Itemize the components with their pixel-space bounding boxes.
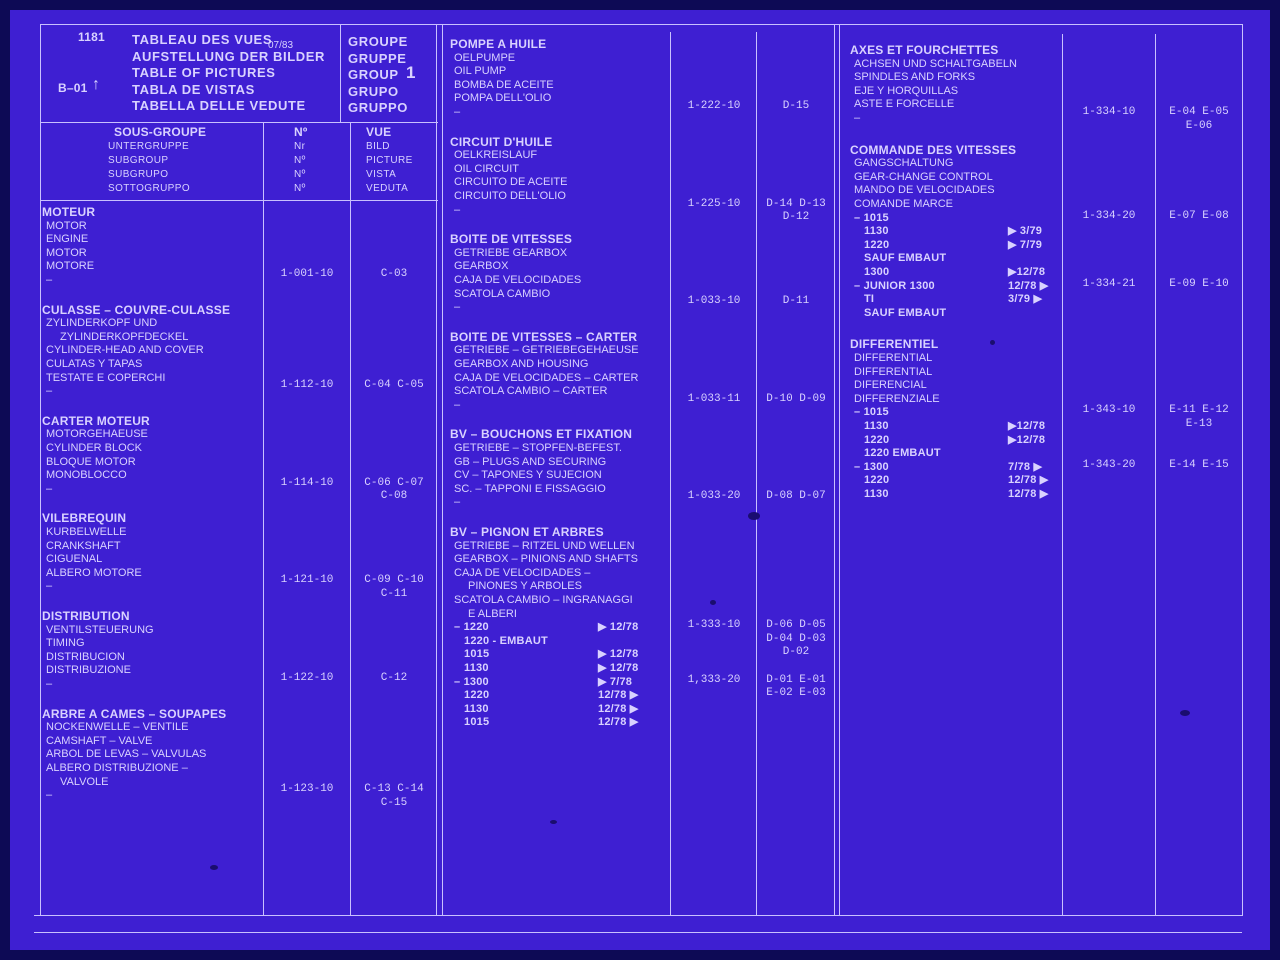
section-line: MOTORGEHAEUSE [46, 428, 148, 441]
section-line: – [454, 398, 461, 411]
col2-no-line [670, 32, 671, 915]
section-line: DIFERENCIAL [854, 379, 927, 392]
variant-label: 1015 [464, 648, 490, 661]
view-ref: C-06 C-07 [364, 476, 424, 489]
variant-date: ▶ 7/79 [1008, 238, 1043, 251]
frame-bottom [34, 915, 1242, 916]
section-line: KURBELWELLE [46, 526, 127, 538]
stain [990, 340, 995, 345]
part-number: 1-033-20 [687, 490, 741, 503]
section-line: GETRIEBE – STOPFEN-BEFEST. [454, 442, 622, 454]
variant-label: SAUF EMBAUT [864, 252, 947, 265]
section-line: – [454, 106, 461, 118]
variant-date: 12/78 ▶ [1008, 474, 1049, 487]
section-line: GEARBOX AND HOUSING [454, 358, 589, 370]
section-heading: COMMANDE DES VITESSES [850, 142, 1017, 157]
section-line: CAJA DE VELOCIDADES [454, 274, 582, 286]
sheet-code: 1181 [78, 30, 105, 44]
group-label: GRUPO [348, 83, 399, 99]
view-ref: C-12 [380, 672, 408, 684]
section-line: – [46, 274, 53, 286]
section-line: BLOQUE MOTOR [46, 455, 136, 468]
part-number: 1-334-20 [1082, 209, 1136, 222]
part-number: 1-001-10 [280, 268, 334, 280]
section-line: SCATOLA CAMBIO [454, 287, 551, 300]
section-heading: BOITE DE VITESSES [450, 232, 573, 247]
section-line: CRANKSHAFT [46, 539, 121, 552]
view-ref: D-04 D-03 [766, 632, 826, 645]
section-heading: BOITE DE VITESSES – CARTER [450, 329, 638, 344]
section-line: MANDO DE VELOCIDADES [854, 184, 995, 197]
section-line: ALBERO MOTORE [46, 566, 142, 579]
section-line: CAMSHAFT – VALVE [46, 734, 153, 747]
section-line: CYLINDER BLOCK [46, 442, 142, 454]
section-line: – [854, 112, 861, 124]
view-label: BILD [366, 141, 390, 152]
section-line: CV – TAPONES Y SUJECION [454, 469, 602, 482]
view-ref: D-10 D-09 [766, 392, 826, 405]
section-line: – [454, 496, 461, 509]
view-ref: C-04 C-05 [364, 379, 424, 392]
view-ref: E-09 E-10 [1169, 277, 1229, 290]
section-line: POMPA DELL'OLIO [454, 92, 552, 105]
section-line: DIFFERENZIALE [854, 392, 940, 405]
section-line: DISTRIBUCION [46, 650, 125, 663]
section-line: GB – PLUGS AND SECURING [454, 455, 607, 468]
section-line: DISTRIBUZIONE [46, 664, 131, 677]
view-label: VUE [366, 125, 392, 139]
section-heading: DISTRIBUTION [42, 609, 130, 623]
variant-label: 1130 [864, 420, 889, 432]
section-line: OIL CIRCUIT [454, 162, 519, 175]
section-heading: CULASSE – COUVRE-CULASSE [42, 302, 231, 317]
section-line: – [46, 580, 53, 593]
section-heading: CARTER MOTEUR [42, 413, 150, 428]
variant-date: 3/79 ▶ [1008, 293, 1043, 306]
view-ref: D-02 [782, 646, 810, 659]
view-ref: C-08 [380, 490, 408, 503]
section-line: CIRCUITO DELL'OLIO [454, 190, 566, 202]
variant-date: 12/78 ▶ [598, 689, 639, 702]
part-number: 1-225-10 [687, 197, 741, 210]
section-line: ZYLINDERKOPFDECKEL [60, 330, 189, 343]
section-line: – [46, 482, 53, 495]
variant-date: ▶ 12/78 [598, 662, 639, 674]
col2-left-line [442, 24, 443, 915]
variant-date: ▶ 7/78 [598, 675, 633, 688]
frame-bottom-2 [34, 932, 1242, 933]
view-label: PICTURE [366, 155, 413, 166]
title-line: TABLE OF PICTURES [132, 65, 276, 80]
sheet-ref: B–01 [58, 81, 88, 95]
variant-label: 1130 [864, 225, 889, 238]
section-line: OELPUMPE [454, 51, 516, 64]
variant-label: SAUF EMBAUT [864, 306, 947, 319]
part-number: 1-333-10 [687, 619, 741, 632]
variant-date: ▶12/78 [1008, 266, 1046, 278]
pointer-arrow-icon: ↑ [92, 76, 101, 93]
variant-label: – 1015 [854, 406, 889, 419]
section-line: MOTOR [46, 246, 87, 259]
frame-left [40, 24, 41, 916]
section-line: DIFFERENTIAL [854, 352, 933, 364]
part-number: 1-112-10 [280, 379, 334, 392]
section-line: GETRIEBE – RITZEL UND WELLEN [454, 539, 635, 552]
section-line: E ALBERI [468, 607, 517, 620]
section-line: GEARBOX [454, 260, 509, 273]
part-number: 1-343-10 [1082, 404, 1136, 417]
section-line: PINONES Y ARBOLES [468, 580, 582, 593]
variant-label: 1300 [864, 266, 890, 278]
group-label: GRUPPE [348, 50, 407, 66]
section-line: CYLINDER-HEAD AND COVER [46, 344, 204, 357]
variant-date: ▶12/78 [1008, 420, 1046, 432]
section-line: ACHSEN UND SCHALTGABELN [854, 57, 1017, 70]
section-line: – [454, 203, 461, 216]
stain [210, 865, 218, 870]
section-line: ENGINE [46, 233, 89, 246]
section-heading: MOTEUR [42, 205, 96, 219]
view-label: VISTA [366, 169, 397, 180]
number-label: Nº [294, 183, 306, 194]
number-label: Nr [294, 141, 306, 152]
subgroup-label: SUBGRUPO [108, 169, 169, 180]
section-line: ZYLINDERKOPF UND [46, 317, 158, 330]
col1-right-line [436, 24, 437, 915]
view-ref: C-15 [380, 796, 408, 809]
col2-vue-line [756, 32, 757, 915]
view-ref: D-12 [782, 211, 810, 224]
view-ref: E-13 [1185, 418, 1213, 430]
col3-vue-line [1155, 34, 1156, 915]
view-ref: D-15 [782, 100, 810, 112]
view-ref: E-06 [1185, 119, 1213, 132]
variant-label: 1220 EMBAUT [864, 447, 941, 460]
section-line: – [454, 301, 461, 314]
title-line: TABLEAU DES VUES [132, 32, 273, 47]
section-line: GETRIEBE GEARBOX [454, 246, 568, 259]
section-line: ALBERO DISTRIBUZIONE – [46, 762, 188, 774]
variant-label: – 1015 [854, 211, 889, 224]
section-heading: DIFFERENTIEL [850, 337, 939, 352]
variant-label: 1220 [864, 433, 890, 446]
variant-label: 1130 [464, 662, 489, 674]
variant-date: 12/78 ▶ [1008, 279, 1049, 292]
view-ref: E-02 E-03 [766, 687, 826, 700]
variant-date: 12/78 ▶ [1008, 488, 1049, 500]
part-number: 1-343-20 [1082, 458, 1136, 471]
view-ref: E-11 E-12 [1169, 404, 1229, 417]
view-ref: E-14 E-15 [1169, 458, 1229, 471]
view-ref: D-06 D-05 [766, 619, 826, 632]
variant-label: 1220 [464, 689, 490, 702]
section-line: ASTE E FORCELLE [854, 98, 955, 111]
frame-right [1242, 24, 1243, 916]
variant-label: TI [864, 293, 875, 306]
section-line: OELKREISLAUF [454, 149, 538, 162]
section-line: – [46, 678, 53, 690]
section-line: GEAR-CHANGE CONTROL [854, 170, 993, 183]
number-label: Nº [294, 155, 306, 166]
group-label: GROUP [348, 67, 399, 82]
col3-no-line [1062, 34, 1063, 915]
view-ref: D-01 E-01 [766, 673, 826, 686]
title-line: TABELLA DELLE VEDUTE [132, 98, 306, 113]
section-line: – [46, 789, 53, 802]
stain [1180, 710, 1190, 716]
variant-label: 1015 [464, 716, 490, 729]
stain [550, 820, 557, 824]
view-ref: C-09 C-10 [364, 574, 424, 587]
section-line: TESTATE E COPERCHI [46, 371, 166, 384]
section-line: OIL PUMP [454, 65, 507, 78]
part-number: 1-222-10 [687, 100, 741, 112]
part-number: 1,333-20 [687, 673, 741, 686]
view-ref: C-13 C-14 [364, 783, 424, 796]
section-line: MOTORE [46, 260, 95, 273]
variant-date: 12/78 ▶ [598, 716, 639, 729]
variant-date: 12/78 ▶ [598, 702, 639, 715]
variant-label: 1220 [864, 474, 890, 487]
part-number: 1-033-10 [687, 295, 741, 308]
view-ref: D-08 D-07 [766, 490, 826, 503]
section-heading: CIRCUIT D'HUILE [450, 134, 553, 149]
variant-date: ▶ 12/78 [598, 648, 639, 661]
section-heading: BV – BOUCHONS ET FIXATION [450, 427, 633, 442]
stain [748, 512, 760, 520]
section-heading: POMPE A HUILE [450, 37, 547, 51]
section-heading: VILEBREQUIN [42, 511, 127, 526]
variant-label: – 1300 [854, 460, 889, 473]
variant-date: ▶ 3/79 [1008, 225, 1043, 238]
section-line: CAJA DE VELOCIDADES – [454, 566, 591, 579]
section-line: SCATOLA CAMBIO – INGRANAGGI [454, 594, 633, 606]
section-line: VALVOLE [60, 775, 109, 788]
variant-date: 7/78 ▶ [1008, 460, 1043, 473]
section-line: ARBOL DE LEVAS – VALVULAS [46, 748, 207, 761]
section-line: SCATOLA CAMBIO – CARTER [454, 385, 608, 398]
subheader-divider [40, 200, 438, 201]
section-heading: AXES ET FOURCHETTES [850, 43, 999, 57]
header-divider [40, 122, 438, 123]
section-line: COMANDE MARCE [854, 198, 954, 210]
col3-left-line [839, 24, 840, 915]
part-number: 1-334-10 [1082, 106, 1136, 118]
group-label: GROUPE [348, 34, 408, 49]
header-col-line [340, 24, 341, 122]
section-line: CIGUENAL [46, 553, 103, 566]
subgroup-label: SUBGROUP [108, 155, 169, 166]
subgroup-label: UNTERGRUPPE [108, 141, 190, 152]
variant-label: – JUNIOR 1300 [854, 279, 935, 292]
view-ref: E-04 E-05 [1169, 106, 1229, 118]
section-line: CIRCUITO DE ACEITE [454, 176, 568, 189]
variant-date: ▶ 12/78 [598, 621, 639, 634]
section-line: MONOBLOCCO [46, 469, 127, 482]
frame-top [40, 24, 1242, 25]
stain [710, 600, 716, 605]
variant-label: 1220 - EMBAUT [464, 634, 548, 647]
col2-right-line [834, 24, 835, 915]
subgroup-label: SOUS-GROUPE [114, 125, 207, 139]
number-label: Nº [294, 125, 308, 139]
section-line: NOCKENWELLE – VENTILE [46, 721, 189, 734]
view-ref: D-14 D-13 [766, 197, 826, 210]
section-line: – [46, 385, 53, 398]
section-line: CAJA DE VELOCIDADES – CARTER [454, 371, 639, 384]
section-line: GETRIEBE – GETRIEBEGEHAEUSE [454, 344, 639, 357]
title-line: TABLA DE VISTAS [132, 81, 255, 97]
group-number: 1 [406, 63, 416, 82]
group-label: GRUPPO [348, 100, 408, 115]
part-number: 1-114-10 [280, 476, 334, 489]
subgroup-label: SOTTOGRUPPO [108, 183, 191, 194]
section-line: CULATAS Y TAPAS [46, 358, 143, 370]
section-line: GANGSCHALTUNG [854, 157, 954, 170]
section-line: DIFFERENTIAL [854, 365, 933, 378]
variant-label: – 1300 [454, 675, 489, 688]
view-ref: E-07 E-08 [1169, 209, 1229, 222]
title-line: AUFSTELLUNG DER BILDER [132, 48, 326, 64]
view-ref: D-11 [782, 295, 810, 308]
number-label: Nº [294, 169, 306, 180]
view-label: VEDUTA [366, 183, 409, 194]
section-line: MOTOR [46, 219, 87, 232]
variant-date: ▶12/78 [1008, 433, 1046, 446]
section-line: TIMING [46, 637, 85, 650]
part-number: 1-033-11 [687, 392, 741, 405]
variant-label: 1130 [464, 702, 489, 715]
part-number: 1-334-21 [1082, 277, 1136, 290]
part-number: 1-123-10 [280, 783, 334, 796]
variant-label: 1220 [864, 238, 890, 251]
section-heading: BV – PIGNON ET ARBRES [450, 525, 604, 539]
col1-no-line [263, 122, 264, 915]
section-line: SC. – TAPPONI E FISSAGGIO [454, 482, 606, 495]
part-number: 1-121-10 [280, 574, 334, 587]
sheet-date: 07/83 [268, 40, 294, 51]
document-sheet [10, 10, 1270, 950]
section-line: EJE Y HORQUILLAS [854, 84, 959, 97]
col1-vue-line [350, 122, 351, 915]
view-ref: C-11 [380, 588, 408, 600]
section-line: GEARBOX – PINIONS AND SHAFTS [454, 553, 638, 566]
part-number: 1-122-10 [280, 672, 334, 684]
view-ref: C-03 [380, 268, 408, 280]
variant-label: – 1220 [454, 621, 489, 634]
variant-label: 1130 [864, 488, 889, 500]
section-heading: ARBRE A CAMES – SOUPAPES [42, 706, 227, 721]
section-line: BOMBA DE ACEITE [454, 78, 554, 91]
section-line: SPINDLES AND FORKS [854, 71, 976, 84]
section-line: VENTILSTEUERUNG [46, 623, 154, 636]
